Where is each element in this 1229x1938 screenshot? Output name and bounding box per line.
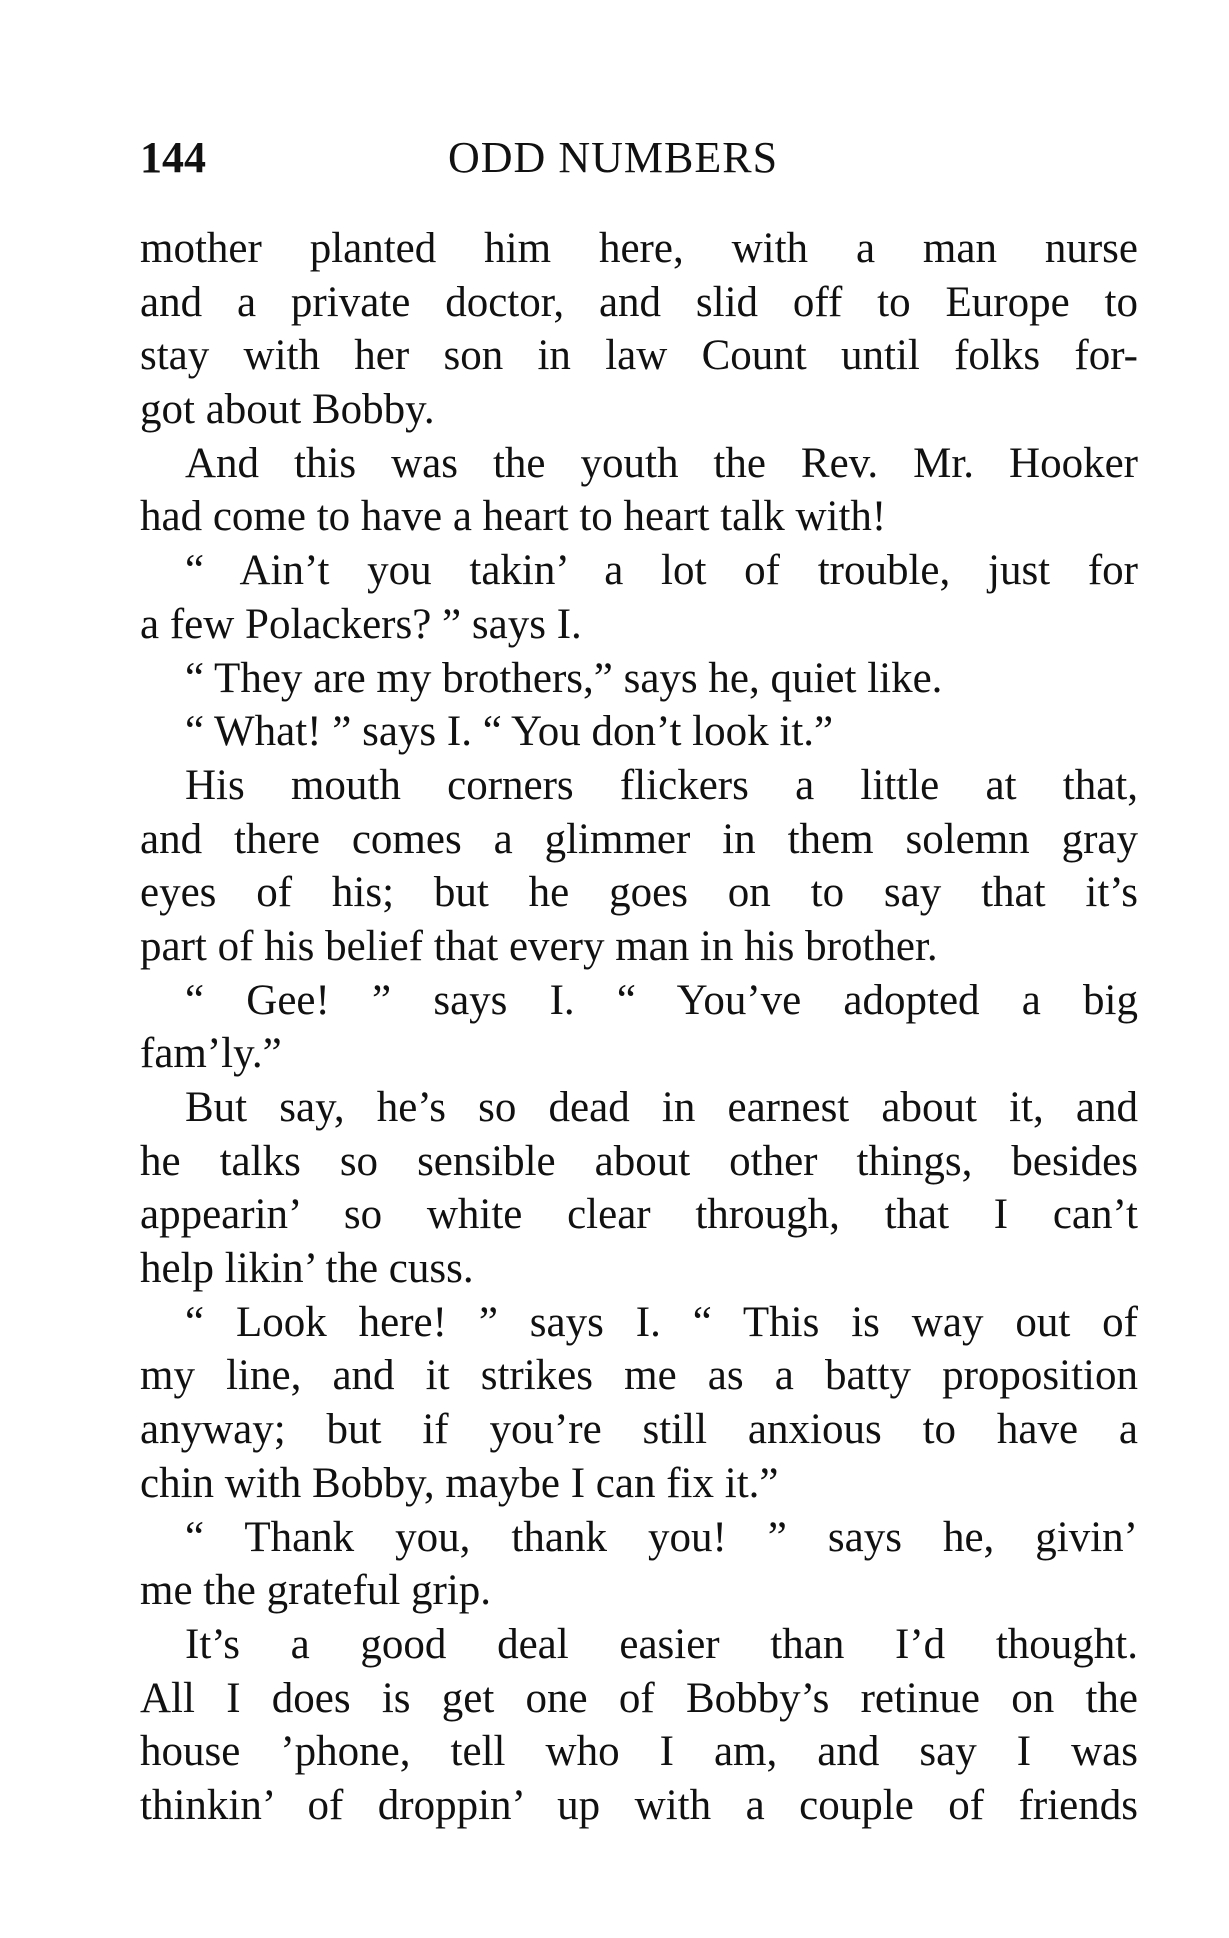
text-line: “ They are my brothers,” says he, quiet like.	[185, 654, 943, 702]
body-text	[140, 222, 1138, 1833]
text-line: “ What! ” says I. “ You don’t look it.”	[185, 708, 834, 756]
page-header	[140, 128, 1140, 188]
text-line: “ Ain’t you takin’ a lot of trouble, just for	[185, 547, 1138, 595]
text-line: “ Look here! ” says I. “ This is way out of	[185, 1298, 1138, 1346]
text-line: part of his belief that every man in his brother.	[140, 922, 938, 970]
text-line: had come to have a heart to heart talk with!	[140, 493, 887, 541]
page-number: 144	[140, 133, 206, 182]
text-line: chin with Bobby, maybe I can fix it.”	[140, 1459, 779, 1507]
text-line: mother planted him here, with a man nurse	[140, 225, 1138, 272]
text-line: stay with her son in law Count until folks for-	[140, 332, 1138, 380]
text-line: All I does is get one of Bobby’s retinue on the	[140, 1674, 1138, 1722]
text-line: anyway; but if you’re still anxious to have a	[140, 1406, 1138, 1454]
text-line: help likin’ the cuss.	[140, 1245, 474, 1293]
text-line: eyes of his; but he goes on to say that it’s	[140, 869, 1138, 917]
text-line: got about Bobby.	[140, 386, 435, 434]
text-line: His mouth corners flickers a little at that,	[185, 761, 1138, 809]
text-line: But say, he’s so dead in earnest about it, and	[185, 1084, 1138, 1131]
text-line: my line, and it strikes me as a batty proposition	[140, 1352, 1138, 1400]
running-title: ODD NUMBERS	[448, 133, 779, 182]
text-line: me the grateful grip.	[140, 1567, 492, 1615]
text-line: “ Thank you, thank you! ” says he, givin’	[185, 1513, 1138, 1561]
text-line: “ Gee! ” says I. “ You’ve adopted a big	[185, 976, 1138, 1024]
text-line: a few Polackers? ” says I.	[140, 600, 582, 648]
text-line: house ’phone, tell who I am, and say I was	[140, 1728, 1138, 1776]
text-line: and a private doctor, and slid off to Europe to	[140, 278, 1138, 326]
text-line: And this was the youth the Rev. Mr. Hooker	[185, 439, 1138, 487]
text-line: It’s a good deal easier than I’d thought.	[185, 1620, 1138, 1668]
text-line: he talks so sensible about other things, besides	[140, 1137, 1138, 1185]
text-line: thinkin’ of droppin’ up with a couple of friends	[140, 1781, 1138, 1829]
text-line: fam’ly.”	[140, 1030, 282, 1078]
text-line: and there comes a glimmer in them solemn gray	[140, 815, 1138, 863]
text-line: appearin’ so white clear through, that I can’t	[140, 1191, 1138, 1239]
